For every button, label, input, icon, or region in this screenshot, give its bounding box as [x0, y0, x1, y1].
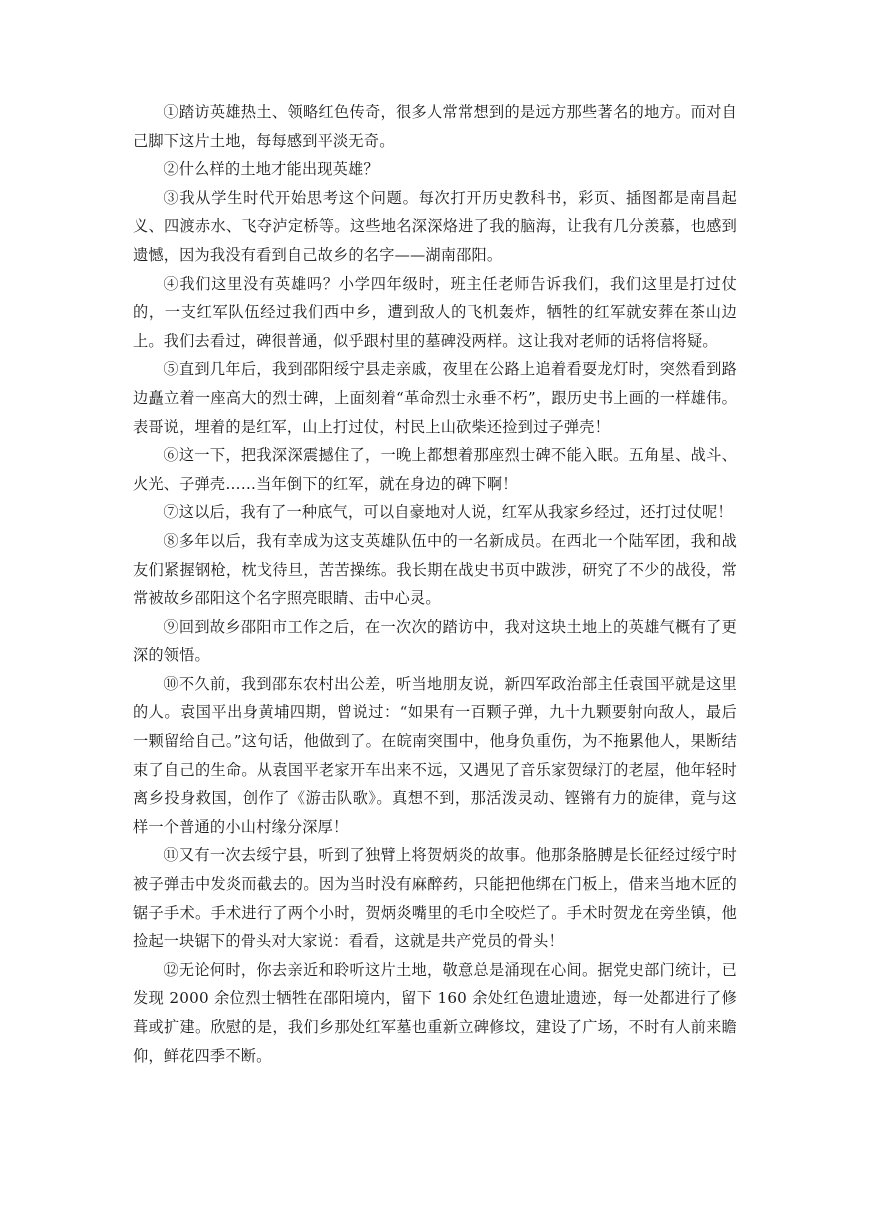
paragraph-4: ④我们这里没有英雄吗？小学四年级时，班主任老师告诉我们，我们这里是打过仗的，一支红军队伍经过我们西中乡，遭到敌人的飞机轰炸，牺牲的红军就安葬在茶山边上。我们去看过，碑很普通，似乎跟村里的墓碑没两样。这让我对老师的话将信将疑。	[133, 274, 737, 350]
paragraph-9: ⑨回到故乡邵阳市工作之后，在一次次的踏访中，我对这块土地上的英雄气概有了更深的领悟。	[133, 617, 737, 665]
paragraph-7: ⑦这以后，我有了一种底气，可以自豪地对人说，红军从我家乡经过，还打过仗呢！	[163, 503, 733, 522]
paragraph-10: ⑩不久前，我到邵东农村出公差，听当地朋友说，新四军政治部主任袁国平就是这里的人。袁国平出身黄埔四期，曾说过：“如果有一百颗子弹，九十九颗要射向敌人，最后一颗留给自己。”这句话，他做到了。在皖南突围中，他身负重伤，为不拖累他人，果断结束了自己的生命。从袁国平老家开车出来不远，又遇见了音乐家贺绿汀的老屋，他年轻时离乡投身救国，创作了《游击队歌》。真想不到，那活泼灵动、铿锵有力的旋律，竟与这样一个普通的小山村缘分深厚！	[133, 674, 737, 836]
paragraph-8: ⑧多年以后，我有幸成为这支英雄队伍中的一名新成员。在西北一个陆军团，我和战友们紧握钢枪，枕戈待旦，苦苦操练。我长期在战史书页中跋涉，研究了不少的战役，常常被故乡邵阳这个名字照亮眼睛、击中心灵。	[133, 531, 737, 608]
paragraph-12: ⑫无论何时，你去亲近和聆听这片土地，敬意总是涌现在心间。据党史部门统计，已发现 2000 余位烈士牺牲在邵阳境内，留下 160 余处红色遗址遗迹，每一处都进行了修葺或扩建。欣慰的是，我们乡那处红军墓也重新立碑修坟，建设了广场，不时有人前来瞻仰，鲜花四季不断。	[133, 960, 737, 1065]
document-body	[133, 98, 737, 1070]
paragraph-6: ⑥这一下，把我深深震撼住了，一晚上都想着那座烈士碑不能入眠。五角星、战斗、火光、子弹壳……当年倒下的红军，就在身边的碑下啊！	[133, 446, 737, 493]
paragraph-1: ①踏访英雄热土、领略红色传奇，很多人常常想到的是远方那些著名的地方。而对自己脚下这片土地，每每感到平淡无奇。	[133, 103, 737, 150]
paragraph-2: ②什么样的土地才能出现英雄？	[163, 160, 379, 179]
paragraph-11: ⑪又有一次去绥宁县，听到了独臂上将贺炳炎的故事。他那条胳膊是长征经过绥宁时被子弹击中发炎而截去的。因为当时没有麻醉药，只能把他绑在门板上，借来当地木匠的锯子手术。手术进行了两个小时，贺炳炎嘴里的毛巾全咬烂了。手术时贺龙在旁坐镇，他捡起一块锯下的骨头对大家说：看看，这就是共产党员的骨头！	[133, 846, 737, 951]
paragraph-3: ③我从学生时代开始思考这个问题。每次打开历史教科书，彩页、插图都是南昌起义、四渡赤水、飞夺泸定桥等。这些地名深深烙进了我的脑海，让我有几分羡慕，也感到遗憾，因为我没有看到自己故乡的名字——湖南邵阳。	[133, 188, 737, 264]
paragraph-5: ⑤直到几年后，我到邵阳绥宁县走亲戚，夜里在公路上追着看耍龙灯时，突然看到路边矗立着一座高大的烈士碑，上面刻着“革命烈士永垂不朽”，跟历史书上画的一样雄伟。表哥说，埋着的是红军，山上打过仗，村民上山砍柴还捡到过子弹壳！	[133, 360, 737, 436]
